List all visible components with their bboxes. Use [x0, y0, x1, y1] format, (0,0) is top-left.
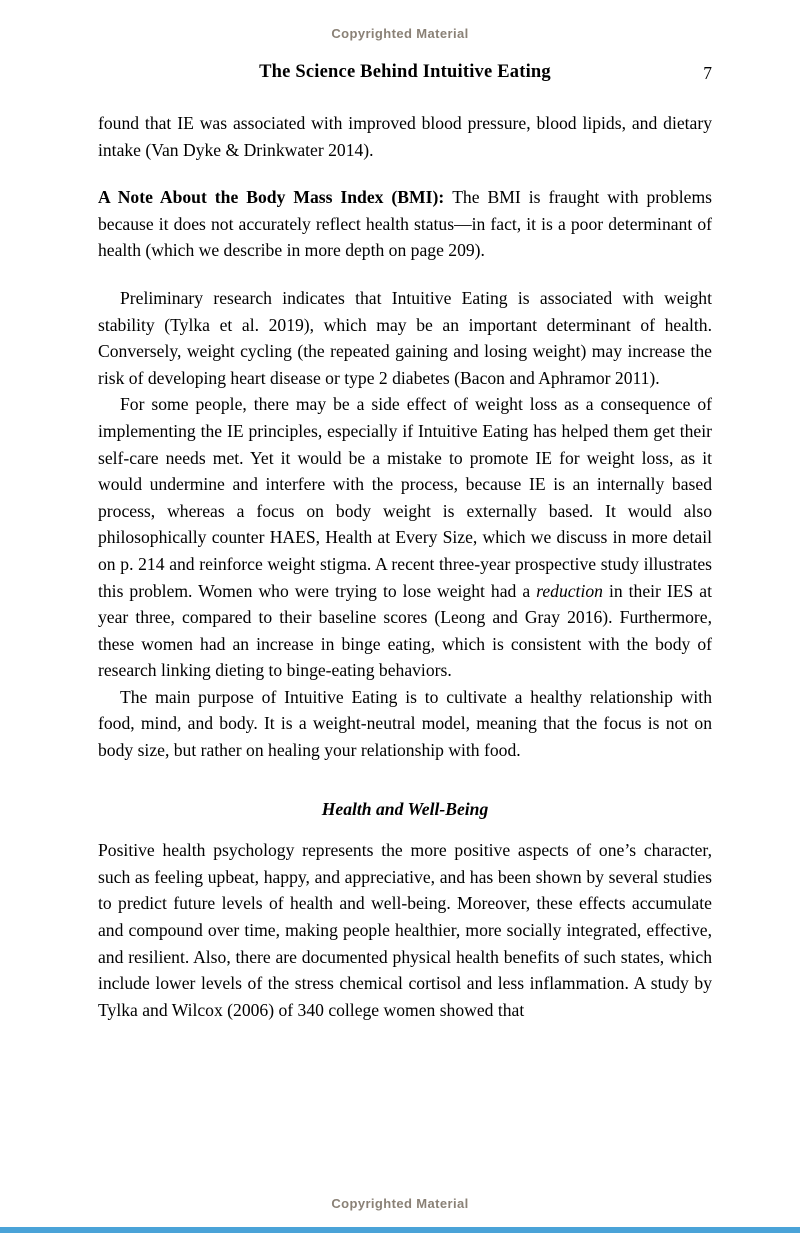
- section-heading: Health and Well-Being: [321, 798, 489, 819]
- paragraph: found that IE was associated with improved blood pressure, blood lipids, and dietary intake (Van Dyke & Drinkwater 2014).: [98, 113, 712, 160]
- page-number: 7: [703, 63, 712, 83]
- paragraph: For some people, there may be a side effect of weight loss as a consequence of implementing the IE principles, especially if Intuitive Eating has helped them get their self-care needs met. Yet it would be a mistake to promote IE for weight loss, as it would undermine and interfere with the process, because IE is an internally based process, whereas a focus on body weight is externally based. It would also philosophically counter HAES, Health at Every Size, which we discuss in more detail on p. 214 and reinforce weight stigma. A recent three-year prospective study illustrates this problem. Women who were trying to lose weight had a reduction in their IES at year three, compared to their baseline scores (Leong and Gray 2016). Furthermore, these women had an increase in binge eating, which is consistent with the body of research linking dieting to binge-eating behaviors.: [98, 394, 712, 681]
- running-title: The Science Behind Intuitive Eating: [259, 62, 551, 82]
- page-header: [98, 62, 712, 88]
- copyright-notice-bottom: Copyrighted Material: [331, 1196, 469, 1211]
- paragraph: A Note About the Body Mass Index (BMI): The BMI is fraught with problems because it does not accurately reflect health status—in fact, it is a poor determinant of health (which we describe in more depth on page 209).: [98, 187, 712, 261]
- paragraph: The main purpose of Intuitive Eating is to cultivate a healthy relationship with food, mind, and body. It is a weight-neutral model, meaning that the focus is not on body size, but rather on healing your relationship with food.: [98, 686, 712, 761]
- paragraph: Positive health psychology represents the more positive aspects of one’s character, such as feeling upbeat, happy, and appreciative, and has been shown by several studies to predict future levels of health and well-being. Moreover, these effects accumulate and compound over time, making people healthier, more socially integrated, effective, and resilient. Also, there are documented physical health benefits of such states, which include lower levels of the stress chemical cortisol and less inflammation. A study by Tylka and Wilcox (2006) of 340 college women showed that: [98, 840, 712, 1020]
- bottom-edge-bar: [0, 1227, 800, 1233]
- body-text: [98, 110, 712, 1023]
- copyright-notice-top: Copyrighted Material: [331, 26, 469, 41]
- paragraph: Preliminary research indicates that Intuitive Eating is associated with weight stability (Tylka et al. 2019), which may be an important determinant of health. Conversely, weight cycling (the repeated gaining and losing weight) may increase the risk of developing heart disease or type 2 diabetes (Bacon and Aphramor 2011).: [98, 287, 712, 388]
